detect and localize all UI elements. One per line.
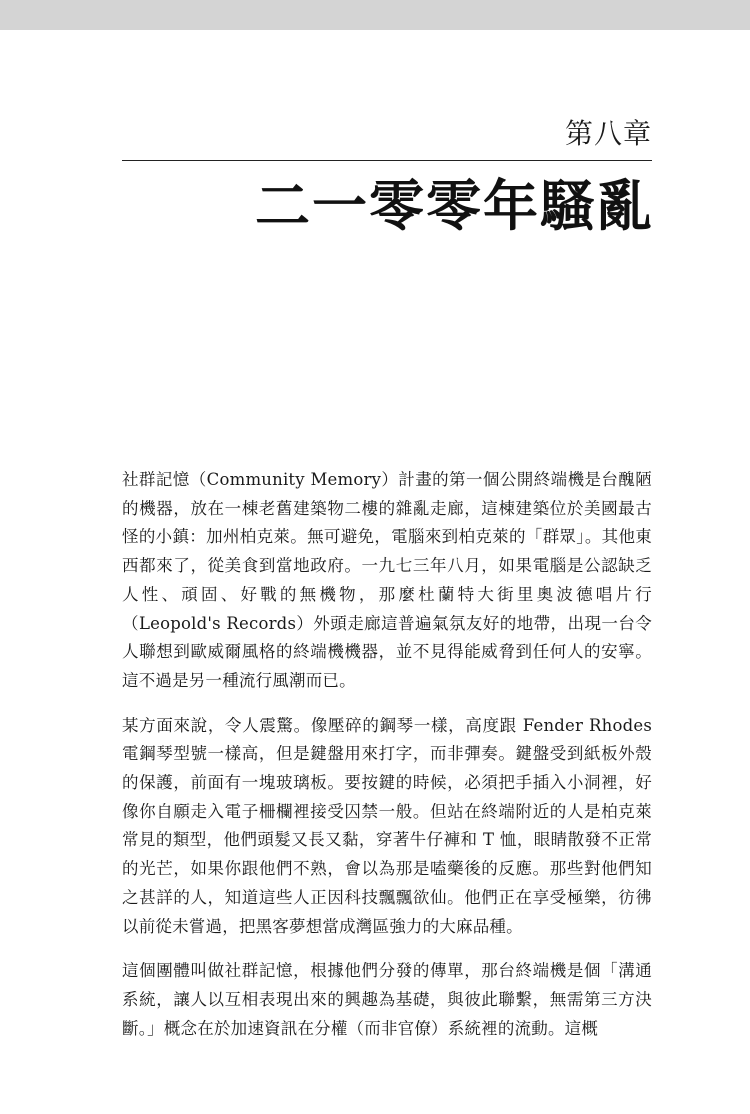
paragraph-3: 這個團體叫做社群記憶，根據他們分發的傳單，那台終端機是個「溝通系統，讓人以互相表現出來的興趣為基礎，與彼此聯繫，無需第三方決斷。」概念在於加速資訊在分權（而非官僚）系統裡的流動。這概: [122, 961, 652, 1038]
body-text: [122, 466, 652, 1059]
chapter-title: 二一零零年騷亂: [254, 174, 654, 238]
chapter-divider-rule: [122, 160, 652, 161]
top-gray-band: [0, 0, 750, 30]
chapter-number: 第八章: [564, 117, 652, 150]
paragraph-2: 某方面來說，令人震驚。像壓碎的鋼琴一樣，高度跟 Fender Rhodes 電鋼琴型號一樣高，但是鍵盤用來打字，而非彈奏。鍵盤受到紙板外殼的保護，前面有一塊玻璃板。要按鍵的時候，必須把手插入小洞裡，好像你自願走入電子柵欄裡接受囚禁一般。但站在終端附近的人是柏克萊常見的類型，他們頭髮又長又黏，穿著牛仔褲和 T 恤，眼睛散發不正常的光芒，如果你跟他們不熟，會以為那是嗑藥後的反應。那些對他們知之甚詳的人，知道這些人正因科技飄飄欲仙。他們正在享受極樂，彷彿以前從未嘗過，把黑客夢想當成灣區強力的大麻品種。: [122, 715, 652, 936]
paragraph-1: 社群記憶（Community Memory）計畫的第一個公開終端機是台醜陋的機器，放在一棟老舊建築物二樓的雜亂走廊，這棟建築位於美國最古怪的小鎮：加州柏克萊。無可避免，電腦來到柏克萊的「群眾」。其他東西都來了，從美食到當地政府。一九七三年八月，如果電腦是公認缺乏人性、頑固、好戰的無機物，那麼杜蘭特大街里奧波德唱片行（Leopold's Records）外頭走廊這普遍氣氛友好的地帶，出現一台令人聯想到歐威爾風格的終端機機器，並不見得能威脅到任何人的安寧。這不過是另一種流行風潮而已。: [122, 470, 652, 690]
